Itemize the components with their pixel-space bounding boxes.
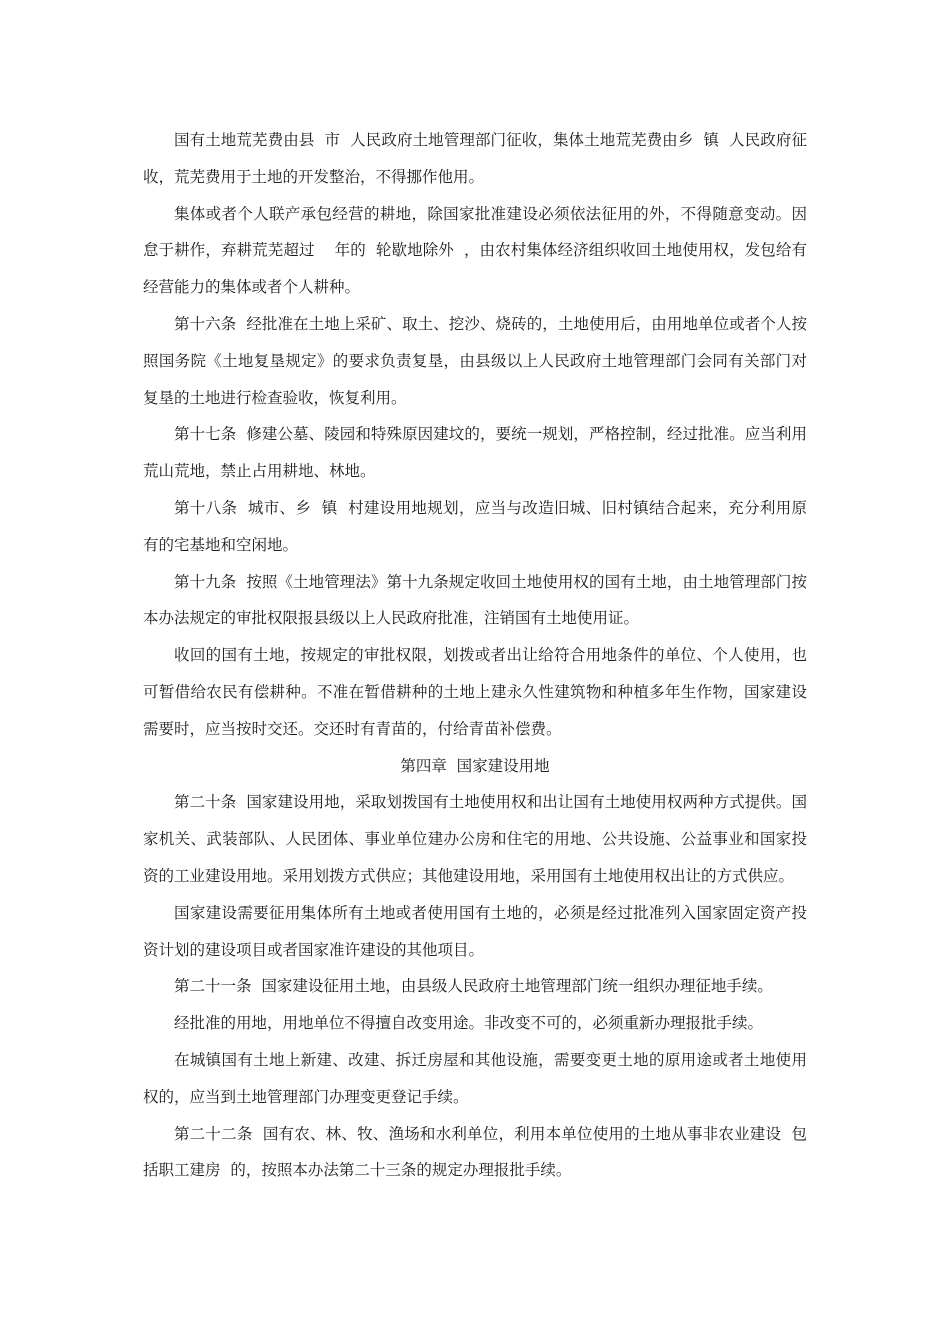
paragraph-land-waste-fee: 国有土地荒芜费由县 市 人民政府土地管理部门征收，集体土地荒芜费由乡 镇 人民政府征收，荒芜费用于土地的开发整治，不得挪作他用。 (143, 131, 807, 186)
paragraph-article-16: 第十六条 经批准在土地上采矿、取土、挖沙、烧砖的，土地使用后，由用地单位或者个人按照国务院《土地复垦规定》的要求负责复垦，由县级以上人民政府土地管理部门会同有关部门对复垦的土地进行检查验收，恢复利用。 (143, 314, 807, 407)
paragraph-article-22: 第二十二条 国有农、林、牧、渔场和水利单位，利用本单位使用的土地从事非农业建设 包括职工建房 的，按照本办法第二十三条的规定办理报批手续。 (143, 1124, 807, 1180)
paragraph-article-19: 第十九条 按照《土地管理法》第十九条规定收回土地使用权的国有土地，由土地管理部门按本办法规定的审批权限报县级以上人民政府批准，注销国有土地使用证。 (143, 572, 807, 628)
paragraph-article-20: 第二十条 国家建设用地，采取划拨国有土地使用权和出让国有土地使用权两种方式提供。国家机关、武装部队、人民团体、事业单位建办公房和住宅的用地、公共设施、公益事业和国家投资的工业建设用地。采用划拨方式供应；其他建设用地，采用国有土地使用权出让的方式供应。 (143, 793, 807, 885)
paragraph-article-17: 第十七条 修建公墓、陵园和特殊原因建坟的，要统一规划，严格控制，经过批准。应当利用荒山荒地，禁止占用耕地、林地。 (143, 425, 807, 481)
paragraph-state-construction-approval: 国家建设需要征用集体所有土地或者使用国有土地的，必须是经过批准列入国家固定资产投资计划的建设项目或者国家准许建设的其他项目。 (143, 903, 807, 959)
paragraph-contracted-farmland: 集体或者个人联产承包经营的耕地，除国家批准建设必须依法征用的外，不得随意变动。因怠于耕作，弃耕荒芜超过 年的 轮歇地除外 ，由农村集体经济组织收回土地使用权，发包给有经营能力的集体或者个人耕种。 (143, 204, 807, 297)
paragraph-reclaimed-land: 收回的国有土地，按规定的审批权限，划拨或者出让给符合用地条件的单位、个人使用，也可暂借给农民有偿耕种。不准在暂借耕种的土地上建永久性建筑物和种植多年生作物，国家建设需要时，应当按时交还。交还时有青苗的，付给青苗补偿费。 (143, 646, 807, 738)
paragraph-article-21: 第二十一条 国家建设征用土地，由县级人民政府土地管理部门统一组织办理征地手续。 (174, 977, 773, 996)
paragraph-article-18: 第十八条 城市、乡 镇 村建设用地规划，应当与改造旧城、旧村镇结合起来，充分利用原有的宅基地和空闲地。 (143, 498, 807, 554)
document-body (143, 122, 807, 1189)
paragraph-approved-land-use: 经批准的用地，用地单位不得擅自改变用途。非改变不可的，必须重新办理报批手续。 (174, 1014, 764, 1033)
chapter-heading: 第四章 国家建设用地 (400, 756, 550, 775)
paragraph-urban-construction: 在城镇国有土地上新建、改建、拆迁房屋和其他设施，需要变更土地的原用途或者土地使用权的，应当到土地管理部门办理变更登记手续。 (143, 1050, 807, 1106)
